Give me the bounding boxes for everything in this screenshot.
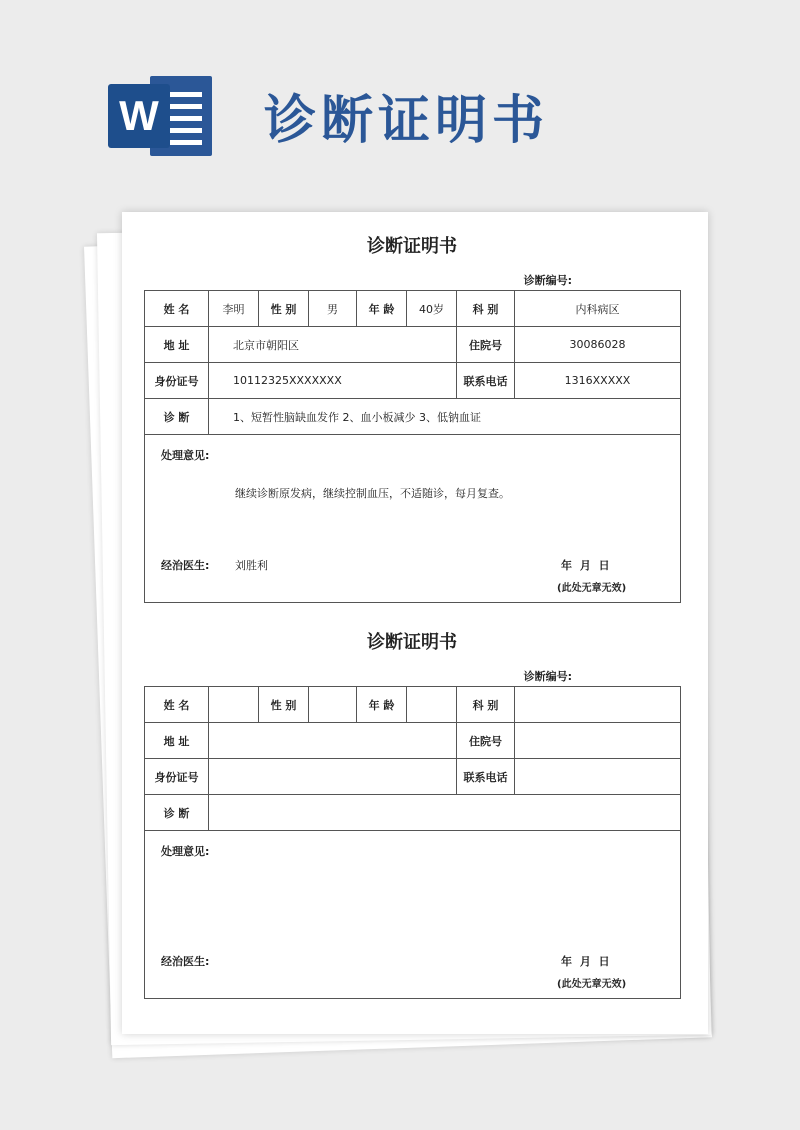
date-label: 年 月 日 xyxy=(561,955,612,968)
address-value[interactable]: 北京市朝阳区 xyxy=(209,327,457,363)
doctor-value[interactable]: 刘胜利 xyxy=(235,559,268,572)
phone-value[interactable] xyxy=(515,759,681,795)
dept-label: 科 别 xyxy=(457,687,515,723)
form-table xyxy=(144,290,681,603)
seal-note: (此处无章无效) xyxy=(557,979,627,990)
id-value[interactable] xyxy=(209,759,457,795)
admission-value[interactable]: 30086028 xyxy=(515,327,681,363)
dept-label: 科 别 xyxy=(457,291,515,327)
header xyxy=(108,70,708,162)
form-table xyxy=(144,686,681,999)
code-label: 诊断编号: xyxy=(523,670,572,683)
gender-label: 性 别 xyxy=(259,291,309,327)
phone-label: 联系电话 xyxy=(457,759,515,795)
address-label: 地 址 xyxy=(145,327,209,363)
doctor-label: 经治医生: xyxy=(161,955,210,968)
word-icon xyxy=(108,70,212,162)
doctor-label: 经治医生: xyxy=(161,559,210,572)
admission-label: 住院号 xyxy=(457,723,515,759)
date-label: 年 月 日 xyxy=(561,559,612,572)
name-value[interactable] xyxy=(209,687,259,723)
id-label: 身份证号 xyxy=(145,759,209,795)
gender-value[interactable] xyxy=(309,687,357,723)
form-title: 诊断证明书 xyxy=(367,632,457,653)
document-page xyxy=(122,212,708,1034)
diagnosis-value[interactable] xyxy=(209,795,681,831)
gender-value[interactable]: 男 xyxy=(309,291,357,327)
opinion-label: 处理意见: xyxy=(161,449,210,462)
code-label: 诊断编号: xyxy=(523,274,572,287)
admission-value[interactable] xyxy=(515,723,681,759)
id-value[interactable]: 10112325XXXXXXX xyxy=(209,363,457,399)
age-label: 年 龄 xyxy=(357,291,407,327)
id-label: 身份证号 xyxy=(145,363,209,399)
word-badge: W xyxy=(108,84,170,148)
age-label: 年 龄 xyxy=(357,687,407,723)
dept-value[interactable] xyxy=(515,687,681,723)
admission-label: 住院号 xyxy=(457,327,515,363)
age-value[interactable]: 40岁 xyxy=(407,291,457,327)
address-value[interactable] xyxy=(209,723,457,759)
opinion-value[interactable]: 继续诊断原发病，继续控制血压，不适随诊，每月复查。 xyxy=(235,487,510,500)
diagnosis-label: 诊 断 xyxy=(145,795,209,831)
age-value[interactable] xyxy=(407,687,457,723)
diagnosis-label: 诊 断 xyxy=(145,399,209,435)
name-label: 姓 名 xyxy=(145,687,209,723)
phone-value[interactable]: 1316XXXXX xyxy=(515,363,681,399)
name-value[interactable]: 李明 xyxy=(209,291,259,327)
opinion-label: 处理意见: xyxy=(161,845,210,858)
form-title: 诊断证明书 xyxy=(367,236,457,257)
certificate-form-blank xyxy=(144,628,680,999)
gender-label: 性 别 xyxy=(259,687,309,723)
diagnosis-value[interactable]: 1、短暂性脑缺血发作 2、血小板减少 3、低钠血证 xyxy=(209,399,681,435)
address-label: 地 址 xyxy=(145,723,209,759)
phone-label: 联系电话 xyxy=(457,363,515,399)
opinion-section xyxy=(145,435,681,603)
page-title: 诊断证明书 xyxy=(264,91,550,151)
dept-value[interactable]: 内科病区 xyxy=(515,291,681,327)
seal-note: (此处无章无效) xyxy=(557,583,627,594)
certificate-form-filled xyxy=(144,232,680,603)
name-label: 姓 名 xyxy=(145,291,209,327)
opinion-section xyxy=(145,831,681,999)
